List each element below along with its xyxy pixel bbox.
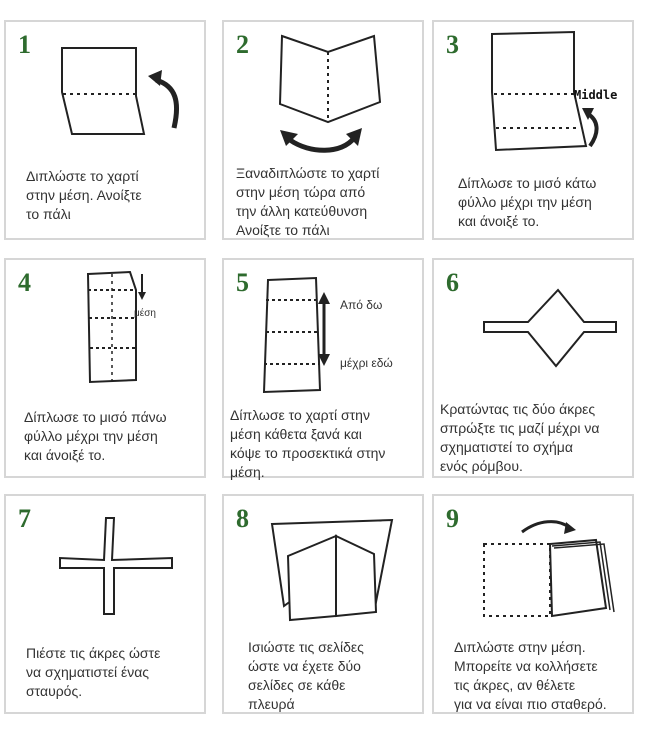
folded-paper-illustration <box>6 260 206 400</box>
from-label: Από δω <box>340 298 383 312</box>
step-caption: Δίπλωσε το μισό πάνω φύλλο μέχρι την μέση και άνοιξέ το. <box>24 409 167 463</box>
to-label: μέχρι εδώ <box>340 356 393 370</box>
curved-arrow-icon <box>522 522 570 532</box>
step-caption: Δίπλωσε το μισό κάτω φύλλο μέχρι την μέση και άνοιξέ το. <box>458 175 597 229</box>
rhombus-illustration <box>434 260 634 400</box>
step-number: 9 <box>446 504 459 533</box>
step-caption: Δίπλωσε το χαρτί στην μέση κάθετα ξανά και κόψε το προσεκτικά στην μέση. <box>230 407 386 480</box>
double-arrow-icon <box>290 138 354 150</box>
step-caption: Διπλώστε στην μέση. Μπορείτε να κολλήσετε τις άκρες, αν θέλετε για να είναι πιο σταθερό. <box>454 639 607 712</box>
step-number: 6 <box>446 268 459 297</box>
step-panel-5 <box>222 258 424 478</box>
folded-paper-illustration <box>6 22 206 162</box>
step-number: 2 <box>236 30 249 59</box>
step-panel-7 <box>4 494 206 714</box>
step-panel-9 <box>432 494 634 714</box>
middle-label: Middle <box>574 88 618 102</box>
step-number: 5 <box>236 268 249 297</box>
step-panel-8 <box>222 494 424 714</box>
middle-label: μέση <box>134 308 156 319</box>
step-number: 3 <box>446 30 459 59</box>
step-panel-4 <box>4 258 206 478</box>
step-panel-3 <box>432 20 634 240</box>
folded-paper-illustration <box>224 260 424 400</box>
pages-illustration <box>224 496 424 636</box>
folded-paper-illustration <box>224 22 424 172</box>
cross-illustration <box>6 496 206 636</box>
step-number: 8 <box>236 504 249 533</box>
step-caption: Ισιώστε τις σελίδες ώστε να έχετε δύο σελίδες σε κάθε πλευρά <box>248 639 364 712</box>
curved-arrow-icon <box>156 80 177 128</box>
step-number: 1 <box>18 30 31 59</box>
step-panel-6 <box>432 258 634 478</box>
step-caption: Ξαναδιπλώστε το χαρτί στην μέση τώρα από την άλλη κατεύθυνση Ανοίξτε το πάλι <box>236 165 380 238</box>
step-panel-1 <box>4 20 206 240</box>
step-caption: Πιέστε τις άκρες ώστε να σχηματιστεί ένας σταυρός. <box>26 645 161 699</box>
step-caption: Διπλώστε το χαρτί στην μέση. Ανοίξτε το πάλι <box>26 168 142 222</box>
booklet-illustration <box>434 496 634 636</box>
step-number: 4 <box>18 268 31 297</box>
step-number: 7 <box>18 504 31 533</box>
step-panel-2 <box>222 20 424 240</box>
curved-arrow-icon <box>588 114 597 146</box>
step-caption: Κρατώντας τις δύο άκρες σπρώξτε τις μαζί μέχρι να σχηματιστεί το σχήμα ενός ρόμβου. <box>440 401 600 474</box>
